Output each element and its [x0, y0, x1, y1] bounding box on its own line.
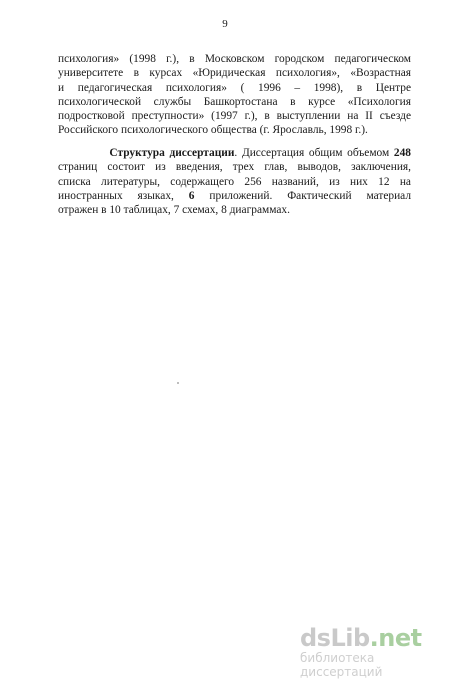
- appendix-count: 6: [188, 189, 195, 202]
- text-line: страниц состоит из введения, трех глав, выводов, заключения,: [58, 161, 411, 174]
- text-line: [58, 189, 411, 203]
- paragraph-presentations: [58, 52, 411, 138]
- paragraph-structure: [58, 146, 411, 217]
- text-line: подростковой преступности» (1997 г.), в выступлении на II съезде: [58, 110, 411, 123]
- text-line: университете в курсах «Юридическая психология», «Возрастная: [58, 67, 411, 80]
- watermark-brand: [300, 625, 440, 651]
- brand-domain: .net: [369, 624, 422, 652]
- text-line: отражен в 10 таблицах, 7 схемах, 8 диаграммах.: [58, 204, 290, 217]
- watermark-subtitle: библиотека диссертаций: [300, 651, 383, 679]
- brand-text: dsLib: [300, 624, 370, 652]
- watermark-logo: [300, 625, 440, 679]
- text-fragment: приложений. Фактический материал: [194, 189, 411, 202]
- text-fragment: . Диссертация общим объемом: [234, 147, 394, 159]
- text-line: и педагогическая психология» ( 1996 – 1998), в Центре: [58, 81, 411, 94]
- text-line: психологической службы Башкортостана в курсе «Психология: [58, 95, 411, 108]
- pages-count: 248: [393, 147, 411, 159]
- text-line: [58, 146, 411, 160]
- text-line: Российского психологического общества (г. Ярославль, 1998 г.).: [58, 124, 368, 137]
- scan-speck: [177, 382, 179, 384]
- page-number: 9: [222, 18, 228, 30]
- text-fragment: иностранных языках,: [58, 189, 189, 202]
- text-line: списка литературы, содержащего 256 названий, из них 12 на: [58, 175, 411, 188]
- text-line: психология» (1998 г.), в Московском городском педагогическом: [58, 53, 411, 65]
- section-heading: Структура диссертации: [109, 147, 235, 159]
